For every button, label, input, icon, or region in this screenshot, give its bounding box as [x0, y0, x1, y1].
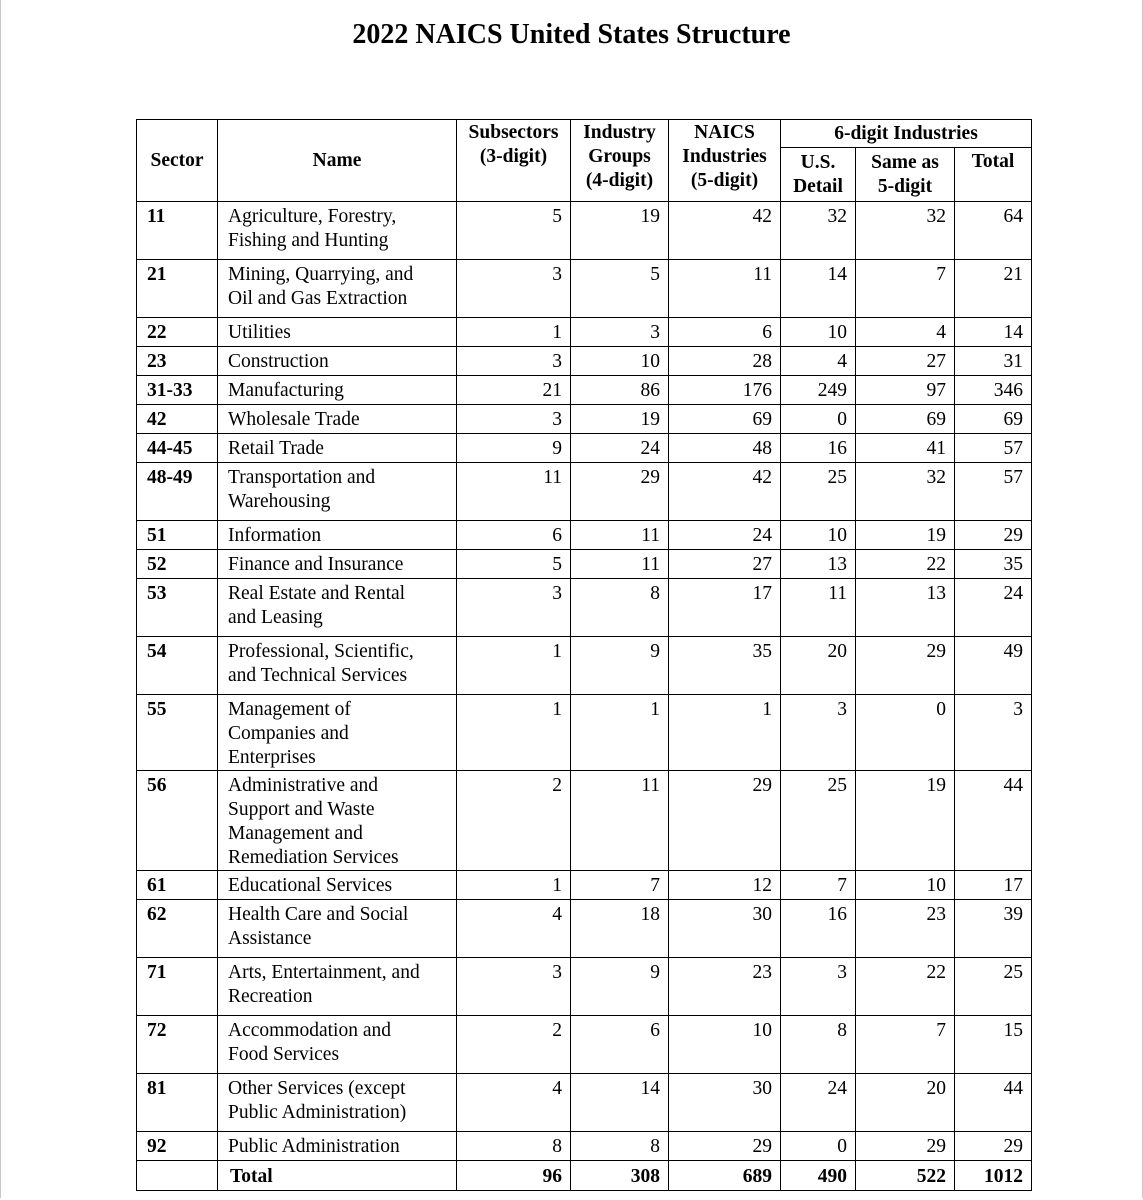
- table-row: [137, 695, 1032, 771]
- table-row: [137, 637, 1032, 695]
- industry-groups-count: 10: [571, 347, 669, 376]
- subsectors-count: 5: [457, 202, 571, 260]
- sector-name-line: and Technical Services: [228, 665, 408, 686]
- naics-industries-count: 176: [669, 376, 781, 405]
- sector-name-line: Recreation: [228, 986, 313, 1007]
- sector-name: [218, 1016, 457, 1074]
- same-as-5-count: 13: [856, 579, 955, 637]
- same-as-5-count: 32: [856, 463, 955, 521]
- table-row: [137, 1074, 1032, 1132]
- table-row: [137, 405, 1032, 434]
- table-row: [137, 579, 1032, 637]
- same-as-5-count: 27: [856, 347, 955, 376]
- sector-name: [218, 376, 457, 405]
- subsectors-count: 4: [457, 1074, 571, 1132]
- subsectors-count: 5: [457, 550, 571, 579]
- us-detail-count: 0: [781, 1132, 856, 1161]
- table-row: [137, 771, 1032, 871]
- sector-name-line: Agriculture, Forestry,: [228, 206, 397, 227]
- same-as-5-count: 7: [856, 260, 955, 318]
- table-row: [137, 434, 1032, 463]
- sector-code: 53: [137, 579, 218, 637]
- header-same-as-5: [856, 148, 955, 202]
- subsectors-count: 21: [457, 376, 571, 405]
- naics-industries-count: 42: [669, 202, 781, 260]
- subsectors-count: 6: [457, 521, 571, 550]
- naics-industries-count: 6: [669, 318, 781, 347]
- header-industry-groups-line2: Groups: [588, 146, 651, 167]
- table-row: [137, 900, 1032, 958]
- subsectors-count: 3: [457, 260, 571, 318]
- totals-subsectors: 96: [457, 1161, 571, 1191]
- sector-name: [218, 347, 457, 376]
- subsectors-count: 3: [457, 958, 571, 1016]
- header-six-digit: 6-digit Industries: [781, 120, 1032, 148]
- industry-groups-count: 24: [571, 434, 669, 463]
- subsectors-count: 9: [457, 434, 571, 463]
- totals-label: Total: [218, 1161, 457, 1191]
- sector-name-line: Management and: [228, 823, 363, 844]
- same-as-5-count: 23: [856, 900, 955, 958]
- total-count: 31: [955, 347, 1032, 376]
- header-sector: Sector: [137, 120, 218, 202]
- naics-industries-count: 10: [669, 1016, 781, 1074]
- table-row: [137, 871, 1032, 900]
- sector-name-line: Information: [228, 525, 322, 546]
- sector-name-line: Companies and: [228, 723, 349, 744]
- sector-name-line: Public Administration): [228, 1102, 407, 1123]
- sector-name-line: Utilities: [228, 322, 291, 343]
- sector-name: [218, 695, 457, 771]
- sector-name-line: Assistance: [228, 928, 312, 949]
- header-us-detail-line2: Detail: [793, 175, 843, 197]
- us-detail-count: 25: [781, 771, 856, 871]
- us-detail-count: 32: [781, 202, 856, 260]
- same-as-5-count: 69: [856, 405, 955, 434]
- us-detail-count: 10: [781, 318, 856, 347]
- sector-code: 48-49: [137, 463, 218, 521]
- subsectors-count: 2: [457, 771, 571, 871]
- header-naics-industries-line2: Industries: [682, 146, 767, 167]
- total-count: 49: [955, 637, 1032, 695]
- subsectors-count: 1: [457, 871, 571, 900]
- naics-industries-count: 29: [669, 1132, 781, 1161]
- total-count: 39: [955, 900, 1032, 958]
- total-count: 64: [955, 202, 1032, 260]
- industry-groups-count: 3: [571, 318, 669, 347]
- naics-industries-count: 23: [669, 958, 781, 1016]
- naics-industries-count: 35: [669, 637, 781, 695]
- header-same-as-5-line1: Same as: [871, 151, 939, 173]
- header-us-detail: [781, 148, 856, 202]
- sector-name-line: Health Care and Social: [228, 904, 409, 925]
- industry-groups-count: 11: [571, 550, 669, 579]
- sector-name-line: Educational Services: [228, 875, 393, 896]
- sector-name-line: Warehousing: [228, 491, 331, 512]
- totals-same-as-5: 522: [856, 1161, 955, 1191]
- sector-name-line: Manufacturing: [228, 380, 344, 401]
- sector-code: 44-45: [137, 434, 218, 463]
- naics-industries-count: 42: [669, 463, 781, 521]
- header-industry-groups: [571, 120, 669, 202]
- us-detail-count: 16: [781, 900, 856, 958]
- header-total: Total: [955, 148, 1032, 202]
- us-detail-count: 3: [781, 695, 856, 771]
- table-row: [137, 521, 1032, 550]
- table-row: [137, 550, 1032, 579]
- subsectors-count: 11: [457, 463, 571, 521]
- header-naics-industries-line1: NAICS: [694, 122, 755, 143]
- sector-code: 23: [137, 347, 218, 376]
- sector-name: [218, 579, 457, 637]
- same-as-5-count: 19: [856, 521, 955, 550]
- sector-code: 92: [137, 1132, 218, 1161]
- industry-groups-count: 19: [571, 405, 669, 434]
- sector-name-line: Transportation and: [228, 467, 376, 488]
- us-detail-count: 10: [781, 521, 856, 550]
- subsectors-count: 3: [457, 347, 571, 376]
- us-detail-count: 16: [781, 434, 856, 463]
- us-detail-count: 13: [781, 550, 856, 579]
- total-count: 29: [955, 521, 1032, 550]
- sector-name-line: Professional, Scientific,: [228, 641, 414, 662]
- sector-name-line: and Leasing: [228, 607, 323, 628]
- table-row: [137, 202, 1032, 260]
- sector-name-line: Wholesale Trade: [228, 409, 360, 430]
- sector-name-line: Retail Trade: [228, 438, 324, 459]
- same-as-5-count: 0: [856, 695, 955, 771]
- same-as-5-count: 19: [856, 771, 955, 871]
- totals-total: 1012: [955, 1161, 1032, 1191]
- totals-row: [137, 1161, 1032, 1191]
- totals-naics-industries: 689: [669, 1161, 781, 1191]
- total-count: 14: [955, 318, 1032, 347]
- totals-us-detail: 490: [781, 1161, 856, 1191]
- sector-name-line: Support and Waste: [228, 799, 375, 820]
- table-row: [137, 347, 1032, 376]
- sector-code: 56: [137, 771, 218, 871]
- us-detail-count: 8: [781, 1016, 856, 1074]
- header-industry-groups-line1: Industry: [583, 122, 656, 143]
- header-name: Name: [218, 120, 457, 202]
- us-detail-count: 25: [781, 463, 856, 521]
- subsectors-count: 3: [457, 405, 571, 434]
- us-detail-count: 4: [781, 347, 856, 376]
- total-count: 24: [955, 579, 1032, 637]
- same-as-5-count: 32: [856, 202, 955, 260]
- same-as-5-count: 7: [856, 1016, 955, 1074]
- industry-groups-count: 14: [571, 1074, 669, 1132]
- subsectors-count: 1: [457, 318, 571, 347]
- sector-name: [218, 637, 457, 695]
- table-body: [137, 202, 1032, 1161]
- industry-groups-count: 6: [571, 1016, 669, 1074]
- industry-groups-count: 86: [571, 376, 669, 405]
- sector-code: 71: [137, 958, 218, 1016]
- sector-code: 31-33: [137, 376, 218, 405]
- naics-industries-count: 27: [669, 550, 781, 579]
- industry-groups-count: 9: [571, 637, 669, 695]
- naics-industries-count: 69: [669, 405, 781, 434]
- sector-name-line: Arts, Entertainment, and: [228, 962, 420, 983]
- sector-name-line: Construction: [228, 351, 329, 372]
- subsectors-count: 1: [457, 637, 571, 695]
- header-subsectors-line2: (3-digit): [479, 146, 548, 167]
- header-industry-groups-line3: (4-digit): [585, 170, 654, 191]
- naics-industries-count: 24: [669, 521, 781, 550]
- table-row: [137, 1016, 1032, 1074]
- us-detail-count: 11: [781, 579, 856, 637]
- sector-name: [218, 318, 457, 347]
- total-count: 15: [955, 1016, 1032, 1074]
- subsectors-count: 4: [457, 900, 571, 958]
- sector-name: [218, 405, 457, 434]
- total-count: 17: [955, 871, 1032, 900]
- naics-industries-count: 30: [669, 1074, 781, 1132]
- same-as-5-count: 22: [856, 958, 955, 1016]
- us-detail-count: 249: [781, 376, 856, 405]
- sector-name: [218, 958, 457, 1016]
- naics-industries-count: 29: [669, 771, 781, 871]
- sector-name-line: Enterprises: [228, 747, 316, 768]
- sector-name: [218, 550, 457, 579]
- table-row: [137, 376, 1032, 405]
- sector-code: 51: [137, 521, 218, 550]
- naics-structure-table: [136, 119, 1032, 1191]
- sector-code: 42: [137, 405, 218, 434]
- naics-industries-count: 30: [669, 900, 781, 958]
- sector-name: [218, 521, 457, 550]
- us-detail-count: 14: [781, 260, 856, 318]
- total-count: 69: [955, 405, 1032, 434]
- same-as-5-count: 20: [856, 1074, 955, 1132]
- total-count: 346: [955, 376, 1032, 405]
- naics-industries-count: 11: [669, 260, 781, 318]
- us-detail-count: 7: [781, 871, 856, 900]
- total-count: 29: [955, 1132, 1032, 1161]
- industry-groups-count: 8: [571, 579, 669, 637]
- total-count: 44: [955, 771, 1032, 871]
- sector-name-line: Other Services (except: [228, 1078, 406, 1099]
- naics-industries-count: 28: [669, 347, 781, 376]
- sector-name-line: Accommodation and: [228, 1020, 391, 1041]
- same-as-5-count: 22: [856, 550, 955, 579]
- sector-code: 62: [137, 900, 218, 958]
- sector-code: 61: [137, 871, 218, 900]
- table-row: [137, 463, 1032, 521]
- us-detail-count: 0: [781, 405, 856, 434]
- sector-name-line: Mining, Quarrying, and: [228, 264, 414, 285]
- totals-code: [137, 1161, 218, 1191]
- header-row-top: [137, 120, 1032, 148]
- sector-name: [218, 900, 457, 958]
- sector-name: [218, 434, 457, 463]
- industry-groups-count: 29: [571, 463, 669, 521]
- sector-name-line: Oil and Gas Extraction: [228, 288, 408, 309]
- same-as-5-count: 10: [856, 871, 955, 900]
- industry-groups-count: 11: [571, 521, 669, 550]
- same-as-5-count: 29: [856, 1132, 955, 1161]
- table-row: [137, 958, 1032, 1016]
- header-subsectors: [457, 120, 571, 202]
- header-same-as-5-line2: 5-digit: [877, 175, 933, 197]
- sector-name-line: Food Services: [228, 1044, 340, 1065]
- sector-name-line: Real Estate and Rental: [228, 583, 406, 604]
- table-row: [137, 318, 1032, 347]
- page-title: 2022 NAICS United States Structure: [352, 19, 791, 50]
- sector-code: 52: [137, 550, 218, 579]
- sector-code: 72: [137, 1016, 218, 1074]
- sector-name: [218, 202, 457, 260]
- same-as-5-count: 29: [856, 637, 955, 695]
- sector-code: 54: [137, 637, 218, 695]
- table-row: [137, 260, 1032, 318]
- same-as-5-count: 4: [856, 318, 955, 347]
- industry-groups-count: 19: [571, 202, 669, 260]
- sector-name-line: Remediation Services: [228, 847, 399, 868]
- industry-groups-count: 9: [571, 958, 669, 1016]
- subsectors-count: 1: [457, 695, 571, 771]
- sector-name-line: Fishing and Hunting: [228, 230, 389, 251]
- total-count: 57: [955, 463, 1032, 521]
- naics-industries-count: 17: [669, 579, 781, 637]
- industry-groups-count: 8: [571, 1132, 669, 1161]
- naics-industries-count: 12: [669, 871, 781, 900]
- sector-name: [218, 871, 457, 900]
- industry-groups-count: 18: [571, 900, 669, 958]
- us-detail-count: 20: [781, 637, 856, 695]
- sector-name-line: Public Administration: [228, 1136, 400, 1157]
- industry-groups-count: 1: [571, 695, 669, 771]
- us-detail-count: 3: [781, 958, 856, 1016]
- us-detail-count: 24: [781, 1074, 856, 1132]
- total-count: 3: [955, 695, 1032, 771]
- header-naics-industries-line3: (5-digit): [690, 170, 759, 191]
- total-count: 25: [955, 958, 1032, 1016]
- total-count: 57: [955, 434, 1032, 463]
- total-count: 44: [955, 1074, 1032, 1132]
- total-count: 21: [955, 260, 1032, 318]
- subsectors-count: 3: [457, 579, 571, 637]
- sector-name: [218, 771, 457, 871]
- header-subsectors-line1: Subsectors: [468, 122, 559, 143]
- sector-code: 11: [137, 202, 218, 260]
- sector-code: 22: [137, 318, 218, 347]
- sector-name: [218, 1074, 457, 1132]
- subsectors-count: 8: [457, 1132, 571, 1161]
- sector-name: [218, 1132, 457, 1161]
- sector-name: [218, 260, 457, 318]
- industry-groups-count: 7: [571, 871, 669, 900]
- sector-name-line: Administrative and: [228, 775, 379, 796]
- totals-industry-groups: 308: [571, 1161, 669, 1191]
- same-as-5-count: 41: [856, 434, 955, 463]
- sector-code: 55: [137, 695, 218, 771]
- same-as-5-count: 97: [856, 376, 955, 405]
- table-row: [137, 1132, 1032, 1161]
- industry-groups-count: 5: [571, 260, 669, 318]
- header-naics-industries: [669, 120, 781, 202]
- sector-name-line: Finance and Insurance: [228, 554, 404, 575]
- sector-code: 81: [137, 1074, 218, 1132]
- naics-industries-count: 1: [669, 695, 781, 771]
- header-us-detail-line1: U.S.: [800, 151, 836, 173]
- subsectors-count: 2: [457, 1016, 571, 1074]
- sector-name: [218, 463, 457, 521]
- industry-groups-count: 11: [571, 771, 669, 871]
- sector-code: 21: [137, 260, 218, 318]
- sector-name-line: Management of: [228, 699, 351, 720]
- naics-industries-count: 48: [669, 434, 781, 463]
- total-count: 35: [955, 550, 1032, 579]
